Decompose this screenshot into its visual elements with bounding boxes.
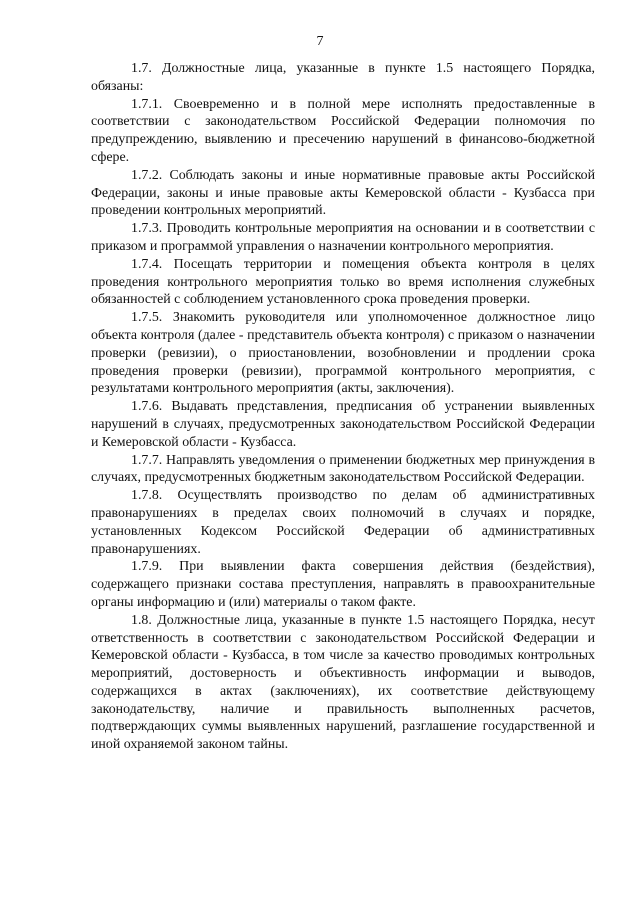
page-number: 7 [316,34,324,49]
paragraph-1-8: 1.8. Должностные лица, указанные в пункте 1.5 настоящего Порядка, несут ответственность в соответствии с законодательством Российской Федерации и Кемеровской области - Кузбасса, в том числе за качество проводимых контрольных мероприятий, достоверность и объективность информации и выводов, содержащихся в актах (заключениях), их соответствие действующему законодательству, наличие и правильность выполненных расчетов, подтверждающих суммы выявленных нарушений, разглашение государственной и иной охраняемой законом тайны. [91,612,595,753]
document-body [91,60,595,754]
paragraph-1-7: 1.7. Должностные лица, указанные в пункте 1.5 настоящего Порядка, обязаны: [91,61,595,94]
paragraph-1-7-8: 1.7.8. Осуществлять производство по делам об административных правонарушениях в пределах своих полномочий в случаях и порядке, установленных Кодексом Российской Федерации об административных правонарушениях. [91,488,595,557]
paragraph-1-7-4: 1.7.4. Посещать территории и помещения объекта контроля в целях проведения контрольного мероприятия только во время исполнения служебных обязанностей с соблюдением установленного срока проведения проверки. [91,256,595,308]
paragraph-1-7-6: 1.7.6. Выдавать представления, предписания об устранении выявленных нарушений в случаях, предусмотренных законодательством Российской Федерации и Кемеровской области - Кузбасса. [91,399,595,450]
paragraph-1-7-9: 1.7.9. При выявлении факта совершения действия (бездействия), содержащего признаки состава преступления, направлять в правоохранительные органы информацию и (или) материалы о таком факте. [91,559,595,610]
paragraph-1-7-7: 1.7.7. Направлять уведомления о применении бюджетных мер принуждения в случаях, предусмотренных бюджетным законодательством Российской Федерации. [91,452,595,486]
paragraph-1-7-1: 1.7.1. Своевременно и в полной мере исполнять предоставленные в соответствии с законодательством Российской Федерации полномочия по предупреждению, выявлению и пресечению нарушений в финансово-бюджетной сфере. [91,96,595,165]
paragraph-1-7-5: 1.7.5. Знакомить руководителя или уполномоченное должностное лицо объекта контроля (далее - представитель объекта контроля) с приказом о назначении проверки (ревизии), о приостановлении, возобновлении и продлении срока проведения проверки (ревизии), программой контрольного мероприятия, с результатами контрольного мероприятия (акты, заключения). [91,310,595,397]
paragraph-1-7-3: 1.7.3. Проводить контрольные мероприятия на основании и в соответствии с приказом и программой управления о назначении контрольного мероприятия. [91,221,595,254]
paragraph-1-7-2: 1.7.2. Соблюдать законы и иные нормативные правовые акты Российской Федерации, законы и иные правовые акты Кемеровской области - Кузбасса при проведении контрольных мероприятий. [91,167,595,219]
